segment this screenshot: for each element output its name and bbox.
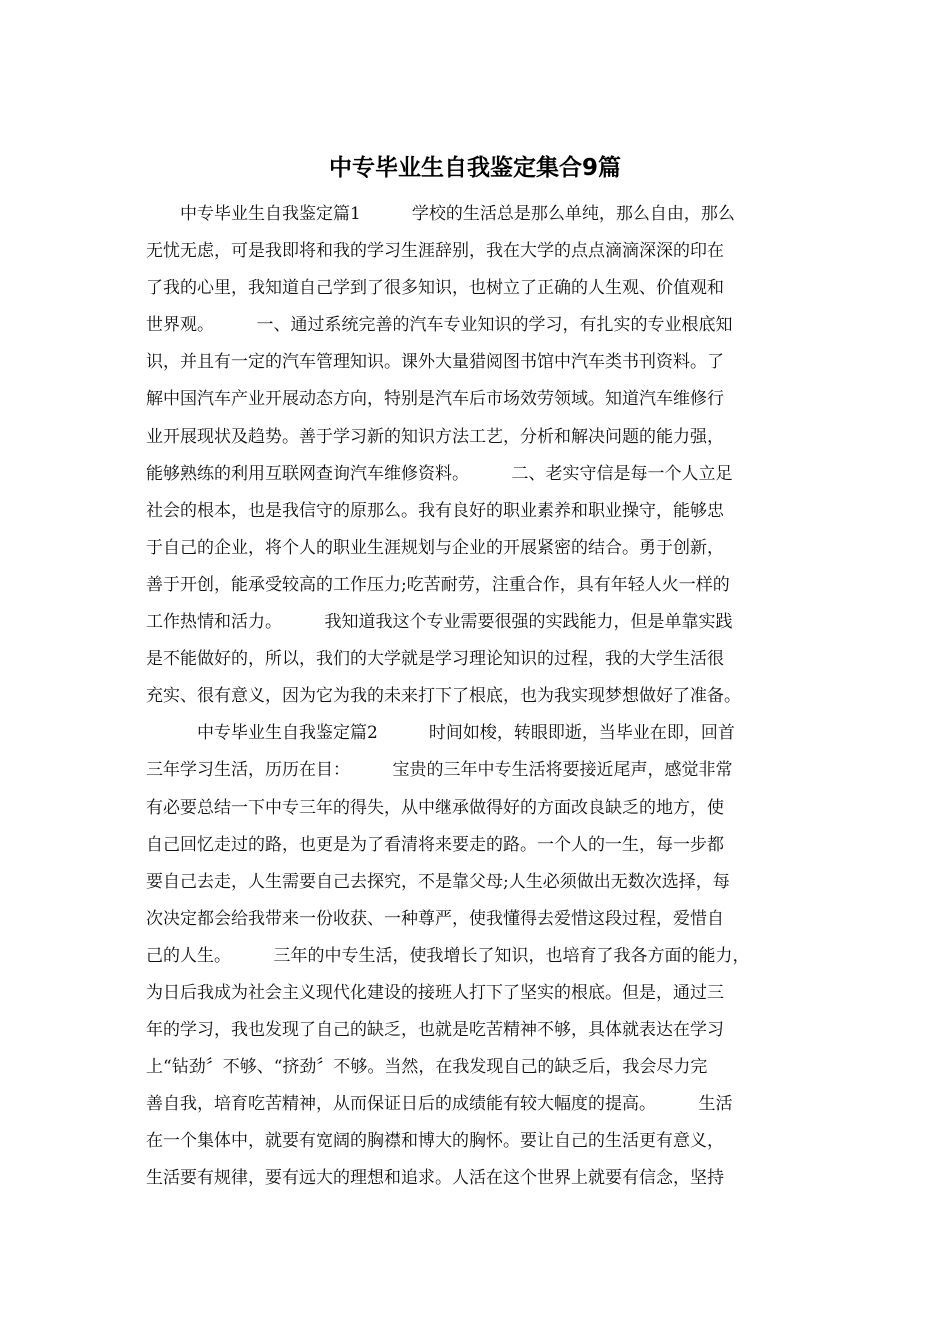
- body-line: 了我的心里，我知道自己学到了很多知识，也树立了正确的人生观、价值观和: [146, 278, 724, 299]
- body-line: 无忧无虑，可是我即将和我的学习生涯辞别，我在大学的点点滴滴深深的印在: [146, 241, 724, 262]
- body-line: 于自己的企业，将个人的职业生涯规划与企业的开展紧密的结合。勇于创新，: [146, 537, 724, 558]
- body-line: 充实、很有意义，因为它为我的未来打下了根底，也为我实现梦想做好了准备。: [146, 686, 741, 707]
- body-line: 解中国汽车产业开展动态方向，特别是汽车后市场效劳领域。知道汽车维修行: [146, 389, 724, 410]
- body-line: 三年学习生活，历历在目： 宝贵的三年中专生活将要接近尾声，感觉非常: [146, 760, 733, 781]
- body-line: 是不能做好的，所以，我们的大学就是学习理论知识的过程，我的大学生活很: [146, 649, 724, 670]
- body-line: 要自己去走，人生需要自己去探究，不是靠父母;人生必须做出无数次选择，每: [146, 871, 730, 892]
- body-line: 次决定都会给我带来一份收获、一种尊严，使我懂得去爱惜这段过程，爱惜自: [146, 908, 724, 929]
- body-line: 在一个集体中，就要有宽阔的胸襟和博大的胸怀。要让自己的生活更有意义，: [146, 1131, 724, 1152]
- body-line: 工作热情和活力。 我知道我这个专业需要很强的实践能力，但是单靠实践: [146, 612, 733, 633]
- body-line: 中专毕业生自我鉴定篇1 学校的生活总是那么单纯，那么自由，那么: [146, 204, 735, 224]
- body-line: 中专毕业生自我鉴定篇2 时间如梭，转眼即逝，当毕业在即，回首: [146, 723, 735, 744]
- body-line: 世界观。 一、通过系统完善的汽车专业知识的学习，有扎实的专业根底知: [146, 315, 733, 336]
- document-body: [146, 196, 826, 1198]
- body-line: 善于开创，能承受较高的工作压力;吃苦耐劳，注重合作，具有年轻人火一样的: [146, 574, 730, 595]
- body-line: 能够熟练的利用互联网查询汽车维修资料。 二、老实守信是每一个人立足: [146, 463, 733, 484]
- body-line: 善自我，培育吃苦精神，从而保证日后的成绩能有较大幅度的提高。 生活: [146, 1094, 733, 1115]
- body-line: 生活要有规律，要有远大的理想和追求。人活在这个世界上就要有信念，坚持: [146, 1168, 724, 1189]
- body-line: 社会的根本，也是我信守的原那么。我有良好的职业素养和职业操守，能够忠: [146, 500, 724, 521]
- body-line: 识，并且有一定的汽车管理知识。课外大量猎阅图书馆中汽车类书刊资料。了: [146, 352, 724, 373]
- body-line: 上“钻劲〞不够、“挤劲〞不够。当然，在我发现自己的缺乏后，我会尽力完: [146, 1057, 708, 1078]
- body-line: 己的人生。 三年的中专生活，使我增长了知识，也培育了我各方面的能力，: [146, 945, 750, 966]
- body-line: 业开展现状及趋势。善于学习新的知识方法工艺，分析和解决问题的能力强，: [146, 426, 724, 447]
- document-title: 中专毕业生自我鉴定集合9篇: [328, 155, 621, 181]
- body-line: 有必要总结一下中专三年的得失，从中继承做得好的方面改良缺乏的地方，使: [146, 797, 724, 818]
- body-line: 自己回忆走过的路，也更是为了看清将来要走的路。一个人的一生，每一步都: [146, 834, 724, 855]
- body-line: 年的学习，我也发现了自己的缺乏，也就是吃苦精神不够，具体就表达在学习: [146, 1020, 724, 1041]
- body-line: 为日后我成为社会主义现代化建设的接班人打下了坚实的根底。但是，通过三: [146, 982, 724, 1003]
